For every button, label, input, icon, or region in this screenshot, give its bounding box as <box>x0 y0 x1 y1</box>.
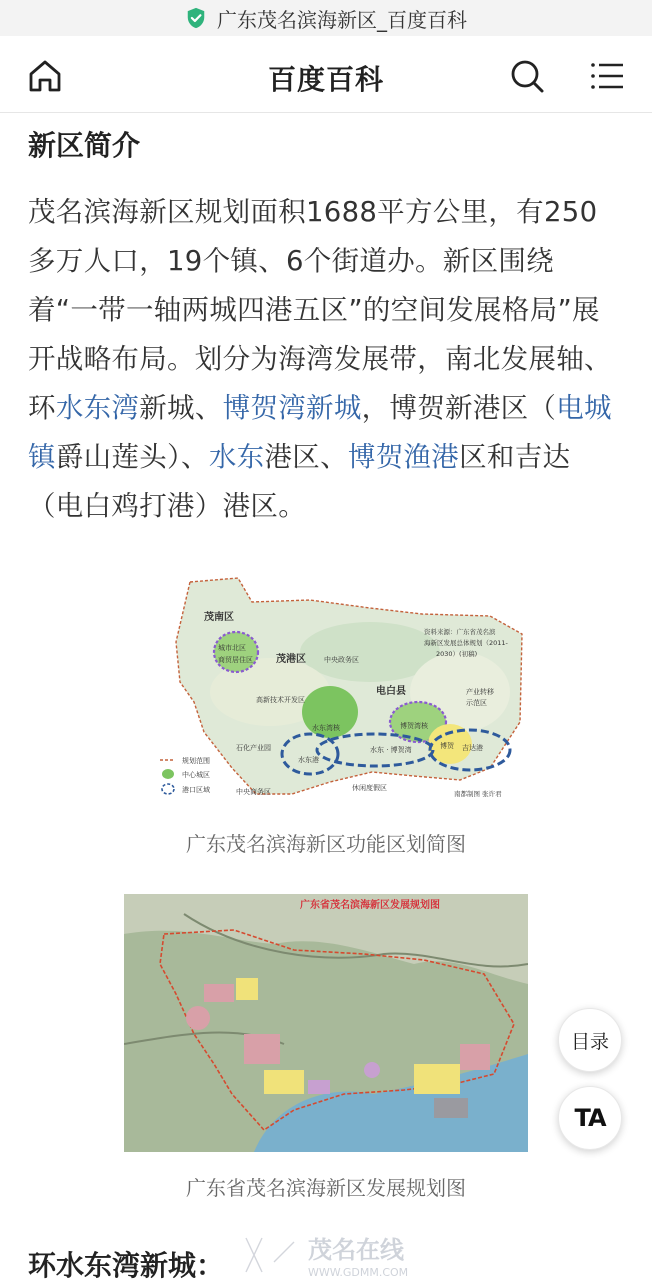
map-label: 电白县 <box>376 686 406 697</box>
watermark-url: WWW.GDMM.COM <box>308 1266 409 1279</box>
map-label: 资料来源：广东省茂名滨 <box>424 628 496 636</box>
site-title: 百度百科 <box>267 63 384 96</box>
map-label: 南都制图 张许君 <box>454 790 502 798</box>
map-label: 博贺 <box>440 742 454 750</box>
legend-label: 规划范围 <box>182 757 210 765</box>
map-label: 高新技术开发区 <box>256 696 305 704</box>
menu-icon[interactable] <box>588 57 626 95</box>
map-label: 示范区 <box>466 699 487 707</box>
map-label: 水东 · 博贺湾 <box>370 746 412 754</box>
map-label: 水东湾核 <box>312 724 340 732</box>
font-size-button[interactable] <box>558 1086 622 1150</box>
section-title-shuidong: 环水东湾新城： <box>28 1249 225 1282</box>
map-label: 中央政务区 <box>324 656 359 664</box>
zoning-map-image[interactable] <box>160 572 530 804</box>
map-label: 水东港 <box>298 756 319 764</box>
paragraph-text: 新城、 <box>139 392 223 424</box>
shield-check-icon <box>185 7 207 29</box>
browser-url-bar[interactable] <box>0 0 652 36</box>
figure-caption: 广东茂名滨海新区功能区划简图 <box>186 832 466 856</box>
paragraph-text: 爵山莲头）、 <box>55 441 209 473</box>
home-icon[interactable] <box>26 57 64 95</box>
search-icon[interactable] <box>508 57 546 95</box>
map-label: 2030）(初稿) <box>436 650 478 658</box>
map-label: 产业转移 <box>466 688 494 696</box>
map-label: 吉达港 <box>462 744 483 752</box>
map-label: 商贸居住区 <box>218 656 253 664</box>
font-size-button-label: TA <box>574 1104 606 1132</box>
map-label: 茂南区 <box>204 612 234 623</box>
map-label: 博贺湾核 <box>400 722 428 730</box>
intro-paragraph <box>28 188 624 531</box>
top-nav-bar <box>0 38 652 113</box>
watermark-text: 茂名在线 <box>308 1236 404 1264</box>
page-url-title: 广东茂名滨海新区_百度百科 <box>217 7 467 32</box>
map-title: 广东省茂名滨海新区发展规划图 <box>300 900 440 911</box>
map-label: 城市北区 <box>218 644 246 652</box>
paragraph-text: 茂名滨海新区规划面积1688平方公里，有250多万人口，19个镇、6个街道办。新区围绕着“一带一轴两城四港五区”的空间发展格局”展开战略布局。划分为海湾发展带，南北发展轴、环 <box>28 196 612 424</box>
link-shuidong-bay[interactable]: 水东湾 <box>55 392 140 424</box>
paragraph-text: 区和吉达（电白鸡打港）港区。 <box>28 441 571 522</box>
link-diancheng-town[interactable]: 电城镇 <box>28 392 612 473</box>
link-shuidong[interactable]: 水东 <box>208 441 265 473</box>
legend-label: 港口区域 <box>182 786 210 794</box>
legend-label: 中心城区 <box>182 771 210 779</box>
toc-button[interactable] <box>558 1008 622 1072</box>
paragraph-text: ，博贺新港区（ <box>361 392 557 424</box>
map-label: 休闲度假区 <box>352 784 387 792</box>
map-label: 石化产业园 <box>236 744 271 752</box>
section-title-intro: 新区简介 <box>28 129 141 162</box>
map-label: 茂港区 <box>276 654 306 665</box>
map-label: 海新区发展总体规划（2011- <box>424 639 508 647</box>
site-watermark <box>238 1232 438 1280</box>
link-bohe-fishing-port[interactable]: 博贺渔港 <box>347 441 460 473</box>
paragraph-text: 港区、 <box>264 441 348 473</box>
development-plan-map-image[interactable] <box>124 894 528 1152</box>
link-bohe-bay-newtown[interactable]: 博贺湾新城 <box>222 392 362 424</box>
map-label: 中央商务区 <box>236 788 271 796</box>
toc-button-label: 目录 <box>570 1030 609 1053</box>
figure-caption: 广东省茂名滨海新区发展规划图 <box>186 1176 466 1200</box>
